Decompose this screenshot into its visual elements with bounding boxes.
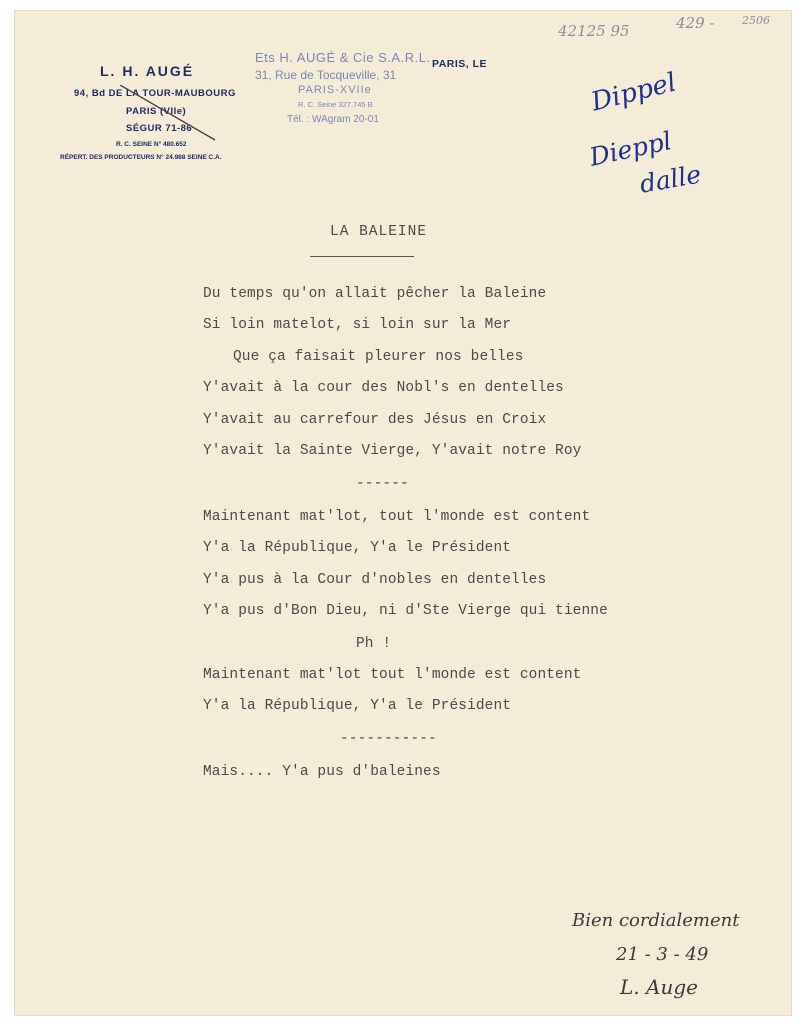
letterhead-repertory: RÉPERT. DES PRODUCTEURS N° 24.988 SEINE C.A. <box>60 154 222 161</box>
poem-line: Y'avait au carrefour des Jésus en Croix <box>203 412 547 428</box>
poem-line: Y'a la République, Y'a le Président <box>203 540 512 556</box>
poem-line: Y'avait à la cour des Nobl's en dentelles <box>203 380 564 396</box>
archive-mark: 2506 <box>742 14 770 27</box>
separator: ----------- <box>340 731 437 747</box>
stamp-phone: Tél. : WAgram 20-01 <box>287 114 379 125</box>
poem-line: Que ça faisait pleurer nos belles <box>233 349 524 365</box>
signature-salutation: Bien cordialement <box>572 910 740 931</box>
letterhead-phone: SÉGUR 71-86 <box>126 123 193 134</box>
stamp-company: Ets H. AUGÉ & Cie S.A.R.L. <box>255 50 431 65</box>
poem-line: Y'a pus d'Bon Dieu, ni d'Ste Vierge qui tienne <box>203 603 608 619</box>
letterhead-registry: R. C. SEINE N° 480.652 <box>116 141 187 148</box>
stamp-registry: R. C. Seine 327.745 B <box>298 100 373 109</box>
handwritten-note: Dippel <box>588 67 680 118</box>
poem-line: Y'avait la Sainte Vierge, Y'avait notre Roy <box>203 443 582 459</box>
stamp-address: 31, Rue de Tocqueville, 31 <box>255 68 397 82</box>
strikethrough-line <box>120 85 220 145</box>
letterhead-name: L. H. AUGÉ <box>100 63 195 79</box>
poem-title: LA BALEINE <box>330 224 428 240</box>
poem-line: Y'a la République, Y'a le Président <box>203 698 512 714</box>
handwritten-note: Dieppl <box>586 126 675 172</box>
poem-line: Maintenant mat'lot, tout l'monde est content <box>203 509 591 525</box>
poem-line: Maintenant mat'lot tout l'monde est content <box>203 667 582 683</box>
signature-date: 21 - 3 - 49 <box>616 944 709 965</box>
handwritten-note: dalle <box>637 159 704 199</box>
poem-line: Du temps qu'on allait pêcher la Baleine <box>203 286 547 302</box>
stamp-city: PARIS-XVIIe <box>298 84 372 96</box>
poem-closing: Mais.... Y'a pus d'baleines <box>203 764 441 780</box>
interjection: Ph ! <box>356 636 392 652</box>
signature-name: L. Auge <box>620 975 698 999</box>
separator: ------ <box>356 476 409 492</box>
poem-line: Si loin matelot, si loin sur la Mer <box>203 317 512 333</box>
archive-mark: 429 - <box>676 14 715 32</box>
poem-line: Y'a pus à la Cour d'nobles en dentelles <box>203 572 547 588</box>
letterhead-address: 94, Bd DE LA TOUR-MAUBOURG <box>74 88 236 99</box>
archive-mark: 42125 95 <box>558 22 630 40</box>
title-underline <box>310 256 414 257</box>
letterhead-city: PARIS (VIIe) <box>126 106 187 117</box>
place-date-line: PARIS, LE <box>432 58 488 70</box>
